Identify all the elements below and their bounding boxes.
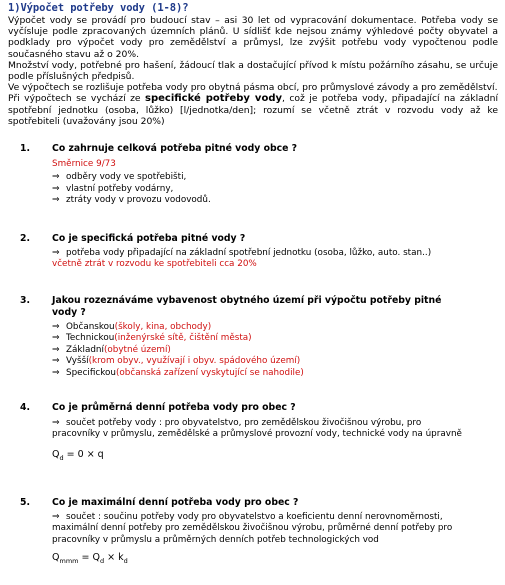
list-item-note: (školy, kina, obchody) [114,322,212,332]
question-4-body [52,418,470,441]
question-5-body-text: součet : součinu potřeby vody pro obyvatelstvo a koeficientu denní nerovnoměrnosti, maximální denní potřeby pro zemědělskou živočišnou výrobu, průměrné denní potřeby pro pracovníky v průmyslu a průměrných denních potřeb technologických vod [52,512,453,545]
question-1 [20,143,470,207]
arrow-icon: ⇒ [52,172,60,183]
question-5 [20,497,470,568]
question-5-text: Co je maximální denní potřeba vody pro obec ? [52,497,299,508]
list-item-note: (krom obyv., využívají i obyv. spádového území) [88,356,301,367]
question-1-heading [20,143,470,155]
question-2 [20,233,470,271]
list-item [52,195,470,206]
list-item [52,184,470,195]
question-1-text: Co zahrnuje celková potřeba pitné vody obce ? [52,143,298,154]
eq-symbol: Q [52,552,60,564]
question-1-reference: Směrnice 9/73 [52,159,116,169]
question-3-number: 3. [20,295,31,306]
arrow-icon: ⇒ [52,333,60,344]
question-3-heading [20,295,470,307]
question-5-equation [52,552,470,567]
question-5-number: 5. [20,497,31,508]
question-4-number: 4. [20,402,31,413]
list-item [52,172,470,183]
intro-paragraph-1: Výpočet vody se provádí pro budoucí stav – asi 30 let od vypracování dokumentace. Potřeba vody se vyčísluje podle zpracovaných územních plánů. U sídlišť kde nejsou známy výhledové počty obyvatel a podklady pro výpočet vody pro zemědělství a průmysl, lze zvýšit potřebu vody vypočtenou podle současného stavu až o 20%. [8,15,498,60]
arrow-icon: ⇒ [52,512,60,522]
arrow-icon: ⇒ [52,356,60,367]
question-2-line-2: včetně ztrát v rozvodu ke spotřebiteli cca 20% [52,259,257,270]
intro-p4-bold: specifické potřeby vody [145,93,283,105]
list-item-label: Občanskou [66,322,115,332]
list-item-label: Specifickou [66,367,116,378]
list-item-note: (občanská zařízení vyskytující se nahodile) [115,367,304,378]
arrow-icon: ⇒ [52,322,60,332]
arrow-icon: ⇒ [52,418,60,428]
question-2-text: Co je specifická potřeba pitné vody ? [52,233,246,244]
question-4-equation [52,449,470,464]
list-item [52,356,470,367]
intro-text [8,15,498,127]
list-item-label: Základní [66,344,104,355]
question-5-answer [52,512,470,568]
document-page [8,0,498,127]
list-item-label: Technickou [66,333,115,344]
question-4-body-text: součet potřeby vody : pro obyvatelstvo, pro zemědělskou živočišnou výrobu, pro pracovníky v průmyslu, zemědělské a průmyslové provozní vody, technické vody na úpravně [52,418,462,440]
question-1-number: 1. [20,143,31,154]
eq-rest-2: × k [104,552,124,564]
question-3-text: Jakou rozeznáváme vybavenost obytného území při výpočtu potřeby pitné [52,295,442,306]
question-5-body [52,512,470,546]
list-item-text: vlastní potřeby vodárny, [66,183,174,194]
question-2-number: 2. [20,233,31,244]
question-2-heading [20,233,470,245]
intro-p4-c: , což je potřeba vody, připadající na základní spotřební jednotku (osoba, lůžko) [l/jednotka/den]; rozumí se včetně ztrát v rozvodu vody až ke spotřebiteli (uvažovány jsou 20%) [8,93,499,127]
question-2-answer [52,248,470,271]
list-item [52,368,470,379]
question-3 [20,295,470,379]
eq-symbol: Q [52,448,60,460]
eq-subscript-3: d [123,557,128,566]
intro-paragraph-4 [8,93,498,127]
question-4-heading [20,402,470,414]
arrow-icon: ⇒ [52,183,60,194]
question-1-answer [52,159,470,207]
list-item-text: ztráty vody v provozu vodovodů. [66,195,211,206]
intro-paragraph-2: Množství vody, potřebné pro hašení, žádoucí tlak a dostačující přívod k místu požárního zásahu, se určuje podle příslušných předpisů. [8,59,498,83]
page-title: 1)Výpočet potřeby vody (1-8)? [8,2,189,14]
intro-paragraph-3: Ve výpočtech se rozlišuje potřeba vody pro obytná pásma obcí, pro průmyslové závody a pro zemědělství. [8,82,498,94]
list-item-note: (inženýrské sítě, čištění města) [114,333,252,344]
eq-rest: = Q [81,552,100,564]
question-3-heading-cont [20,307,470,319]
intro-p4-a: Při výpočtech se vychází ze [8,93,146,105]
eq-subscript: mmm [59,557,79,566]
question-3-text-cont: vody ? [52,307,86,318]
question-3-answer [52,322,470,379]
list-item-label: Vyšší [66,356,89,367]
arrow-icon: ⇒ [52,367,60,378]
list-item-text: odběry vody ve spotřebišti, [66,172,187,183]
question-4 [20,402,470,464]
question-2-line-1: potřeba vody připadající na základní spotřební jednotku (osoba, lůžko, auto. stan..) [66,248,432,258]
question-5-heading [20,497,470,509]
eq-subscript-2: d [99,557,105,566]
list-item [52,248,470,259]
arrow-icon: ⇒ [52,344,60,355]
list-item [52,333,470,344]
list-item [52,322,470,333]
question-4-answer [52,418,470,464]
eq-subscript: d [59,453,64,462]
list-item [52,345,470,356]
question-4-text: Co je průměrná denní potřeba vody pro obec ? [52,402,296,413]
arrow-icon: ⇒ [52,195,60,206]
arrow-icon: ⇒ [52,248,60,258]
list-item-note: (obytné území) [103,344,171,355]
eq-rest: = 0 × q [66,448,104,460]
